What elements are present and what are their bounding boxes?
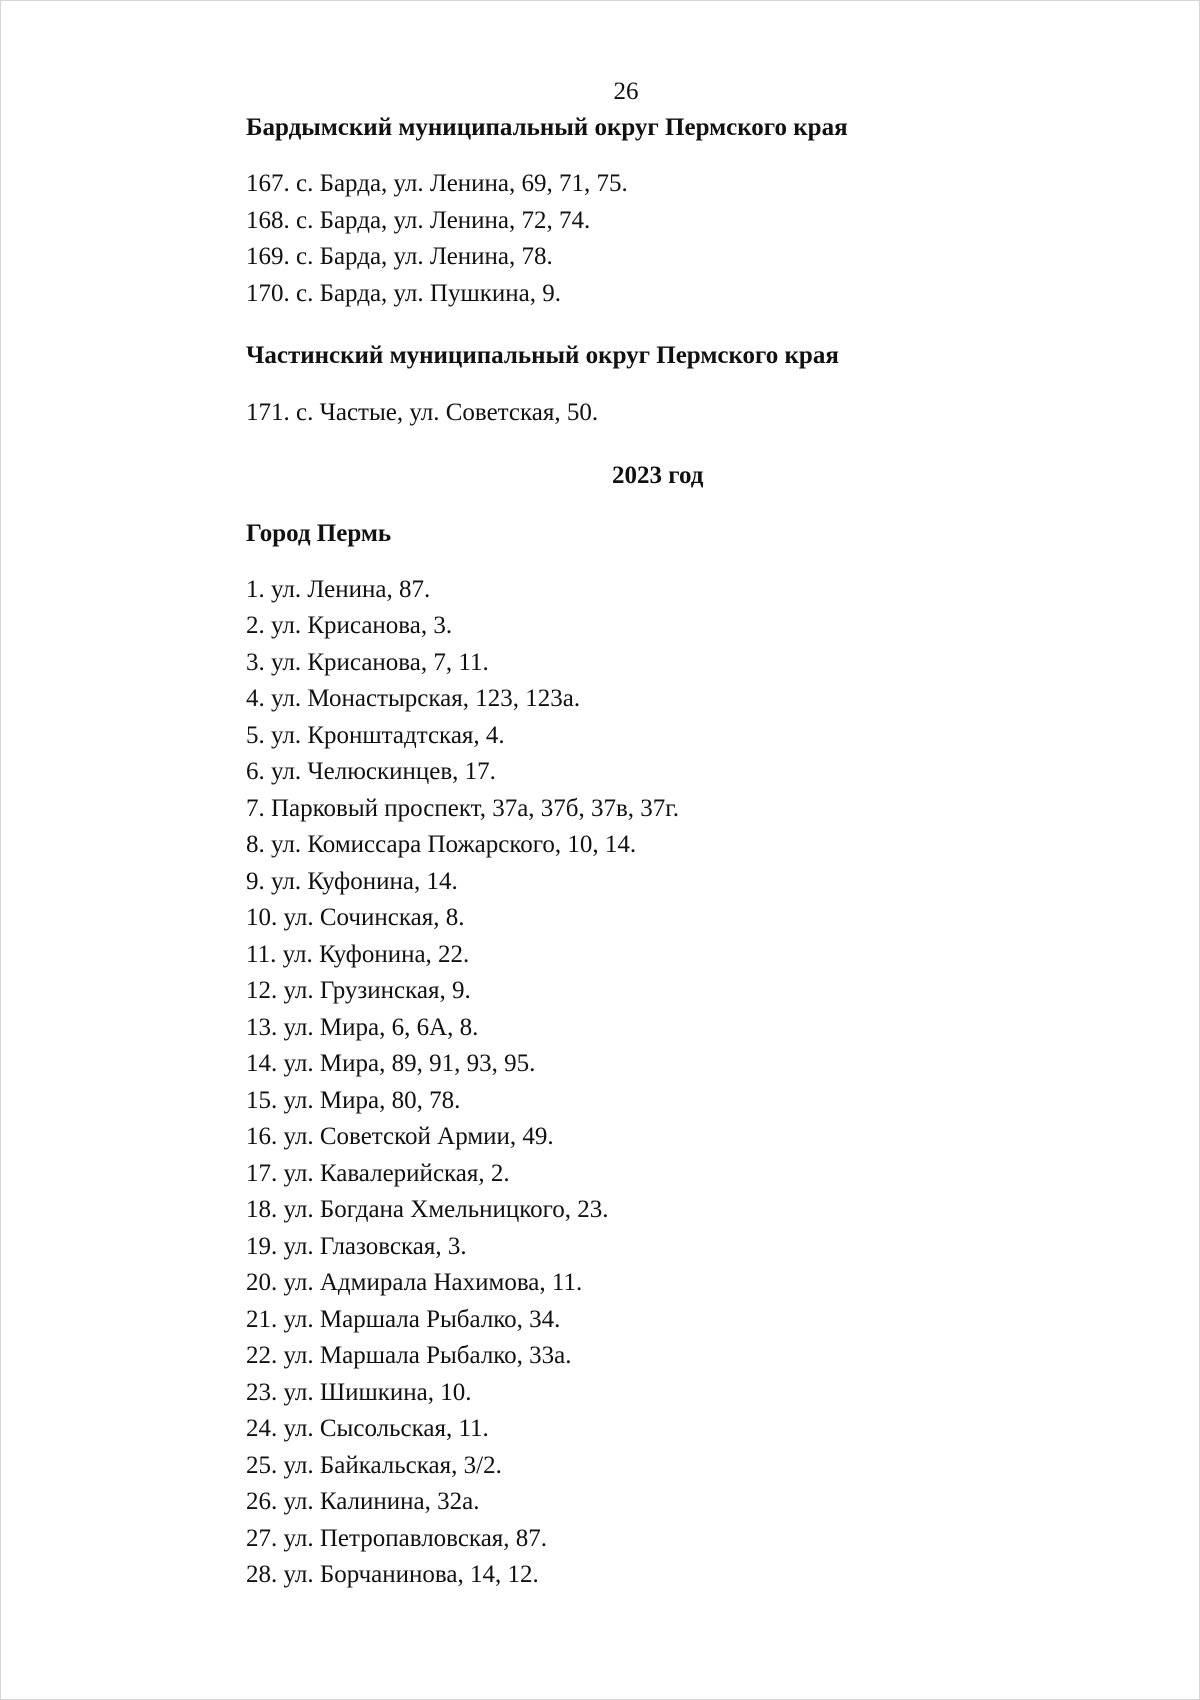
- list-item: 168. с. Барда, ул. Ленина, 72, 74.: [246, 206, 591, 234]
- list-item: 21. ул. Маршала Рыбалко, 34.: [246, 1305, 561, 1333]
- year-heading: 2023 год: [612, 461, 704, 489]
- address-list-bardym: [246, 166, 1146, 312]
- list-item: 27. ул. Петропавловская, 87.: [246, 1524, 548, 1552]
- address-list-perm: [246, 572, 1146, 1594]
- list-item: 4. ул. Монастырская, 123, 123а.: [246, 685, 581, 712]
- list-item: 1. ул. Ленина, 87.: [246, 575, 431, 603]
- list-item: 11. ул. Куфонина, 22.: [246, 940, 470, 968]
- list-item: 2. ул. Крисанова, 3.: [246, 612, 453, 639]
- document-body: [246, 110, 1146, 1594]
- list-item: 170. с. Барда, ул. Пушкина, 9.: [246, 279, 561, 307]
- list-item: 167. с. Барда, ул. Ленина, 69, 71, 75.: [246, 170, 628, 197]
- section-heading-chastinsky: Частинский муниципальный округ Пермского края: [246, 342, 839, 369]
- list-item: 7. Парковый проспект, 37а, 37б, 37в, 37г.: [246, 794, 679, 822]
- list-item: 8. ул. Комиссара Пожарского, 10, 14.: [246, 831, 637, 858]
- list-item: 12. ул. Грузинская, 9.: [246, 977, 471, 1004]
- list-item: 26. ул. Калинина, 32а.: [246, 1488, 480, 1515]
- list-item: 9. ул. Куфонина, 14.: [246, 867, 458, 895]
- list-item: 24. ул. Сысольская, 11.: [246, 1415, 489, 1442]
- list-item: 18. ул. Богдана Хмельницкого, 23.: [246, 1196, 609, 1223]
- list-item: 6. ул. Челюскинцев, 17.: [246, 758, 496, 785]
- list-item: 20. ул. Адмирала Нахимова, 11.: [246, 1269, 583, 1296]
- page-number: 26: [613, 78, 639, 105]
- list-item: 19. ул. Глазовская, 3.: [246, 1232, 467, 1260]
- list-item: 171. с. Частые, ул. Советская, 50.: [246, 399, 599, 426]
- section-heading-perm: Город Пермь: [246, 519, 392, 547]
- list-item: 16. ул. Советской Армии, 49.: [246, 1123, 554, 1150]
- list-item: 17. ул. Кавалерийская, 2.: [246, 1159, 510, 1187]
- list-item: 25. ул. Байкальская, 3/2.: [246, 1451, 502, 1479]
- list-item: 5. ул. Кронштадтская, 4.: [246, 721, 505, 749]
- list-item: 28. ул. Борчанинова, 14, 12.: [246, 1561, 539, 1588]
- list-item: 169. с. Барда, ул. Ленина, 78.: [246, 243, 553, 270]
- list-item: 23. ул. Шишкина, 10.: [246, 1378, 472, 1406]
- address-list-chastinsky: [246, 395, 1146, 432]
- list-item: 10. ул. Сочинская, 8.: [246, 904, 465, 931]
- list-item: 3. ул. Крисанова, 7, 11.: [246, 648, 489, 676]
- list-item: 15. ул. Мира, 80, 78.: [246, 1086, 461, 1114]
- list-item: 13. ул. Мира, 6, 6А, 8.: [246, 1013, 479, 1041]
- list-item: 22. ул. Маршала Рыбалко, 33а.: [246, 1342, 572, 1369]
- list-item: 14. ул. Мира, 89, 91, 93, 95.: [246, 1050, 536, 1077]
- section-heading-bardym: Бардымский муниципальный округ Пермского края: [246, 114, 848, 141]
